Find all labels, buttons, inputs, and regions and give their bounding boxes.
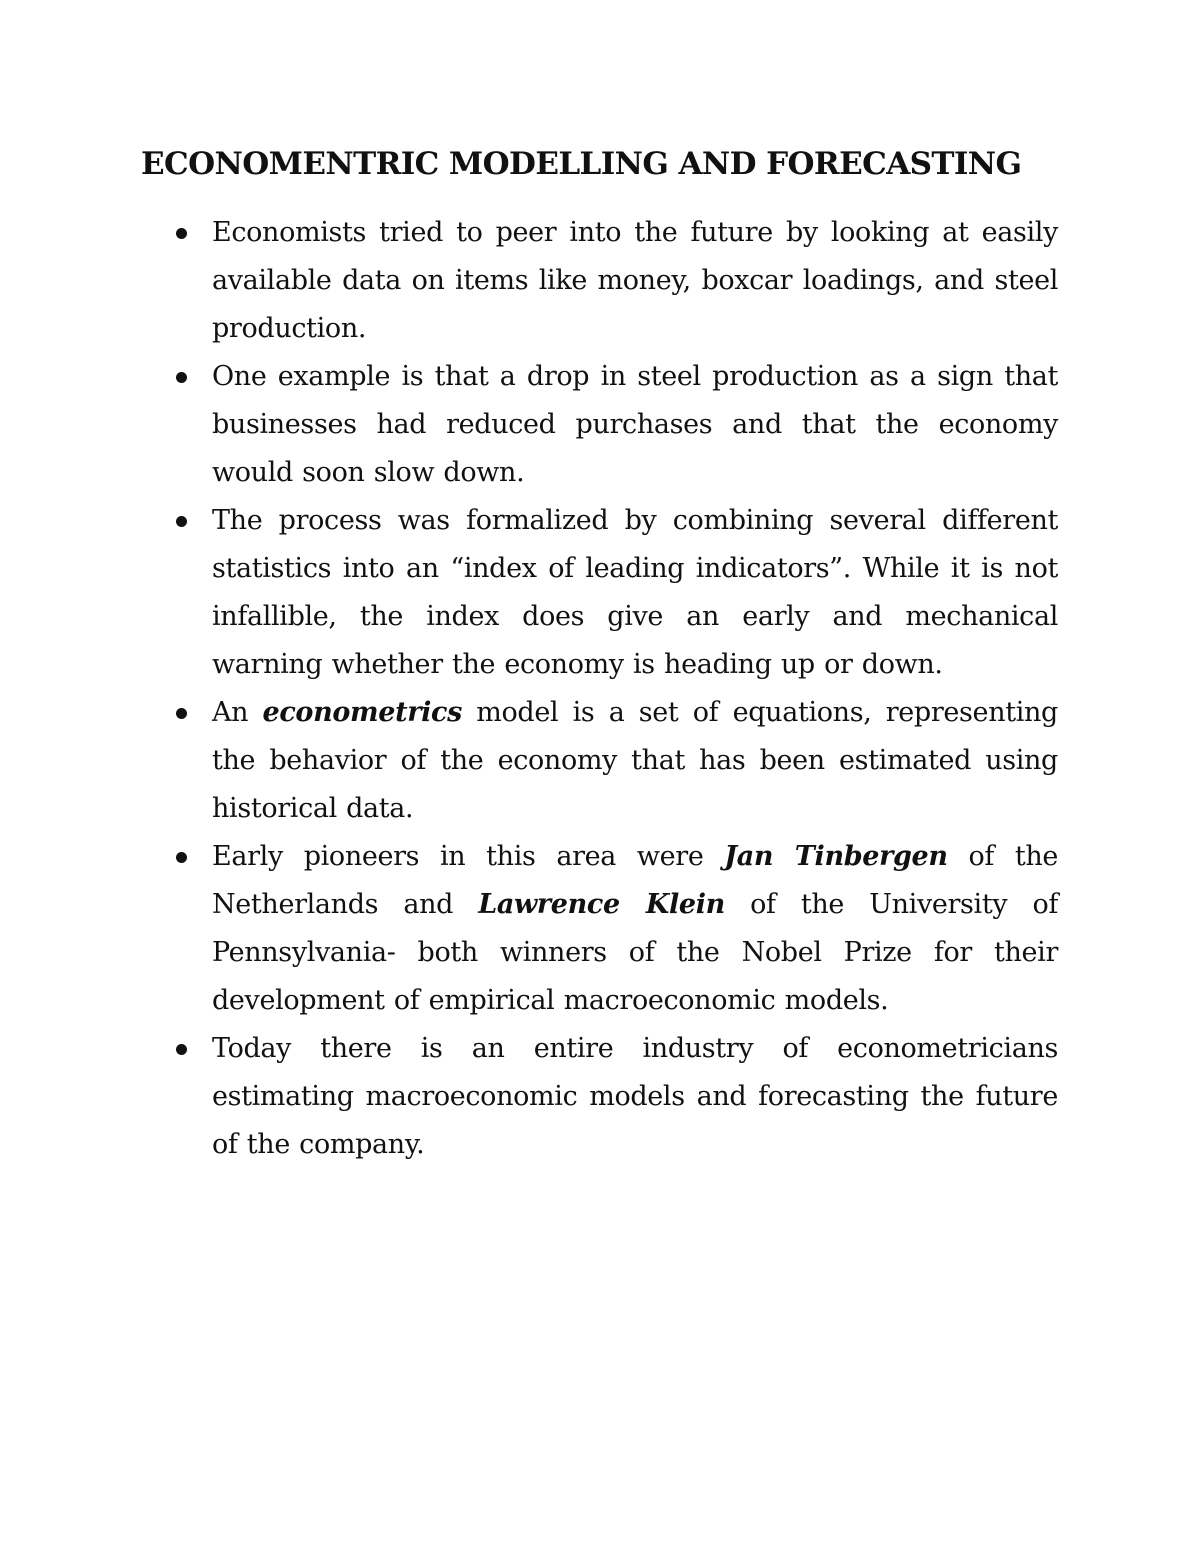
document-title: ECONOMENTRIC MODELLING AND FORECASTING xyxy=(141,146,1022,182)
bullet-dot-icon xyxy=(176,1044,187,1055)
bullet-text: The process was formalized by combining several different statistics into an “index of leading indicators”. While it is not infallible, the index does give an early and mechanical warning whether the economy is heading up or down. xyxy=(212,505,1058,680)
bullet-item xyxy=(212,497,1058,689)
bullet-text: of the Netherlands and xyxy=(212,841,1059,920)
bullet-text: model is a set of equations, representing the behavior of the economy that has been estimated using historical data. xyxy=(212,697,1058,824)
bullet-text: of the University of Pennsylvania- both winners of the Nobel Prize for their development of empirical macroeconomic models. xyxy=(212,889,1058,1016)
bullet-dot-icon xyxy=(176,708,187,719)
bullet-dot-icon xyxy=(176,852,187,863)
bullet-text: One example is that a drop in steel production as a sign that businesses had reduced purchases and that the economy would soon slow down. xyxy=(212,361,1058,488)
bullet-text: Early pioneers in this area were xyxy=(212,841,725,872)
bullet-item xyxy=(212,1025,1058,1169)
bullet-dot-icon xyxy=(176,228,187,239)
bullet-dot-icon xyxy=(176,372,187,383)
emphasized-term: Lawrence Klein xyxy=(478,889,725,920)
bullet-text: An xyxy=(212,697,263,728)
bullet-item xyxy=(212,833,1058,1025)
emphasized-term: econometrics xyxy=(262,697,462,728)
bullet-list xyxy=(212,209,1058,1169)
bullet-item xyxy=(212,689,1058,833)
bullet-dot-icon xyxy=(176,516,187,527)
bullet-text: Today there is an entire industry of econometricians estimating macroeconomic models and forecasting the future of the company. xyxy=(212,1033,1058,1160)
bullet-item xyxy=(212,209,1058,353)
emphasized-term: Jan Tinbergen xyxy=(724,841,948,872)
bullet-text: Economists tried to peer into the future by looking at easily available data on items like money, boxcar loadings, and steel production. xyxy=(212,217,1058,344)
bullet-item xyxy=(212,353,1058,497)
